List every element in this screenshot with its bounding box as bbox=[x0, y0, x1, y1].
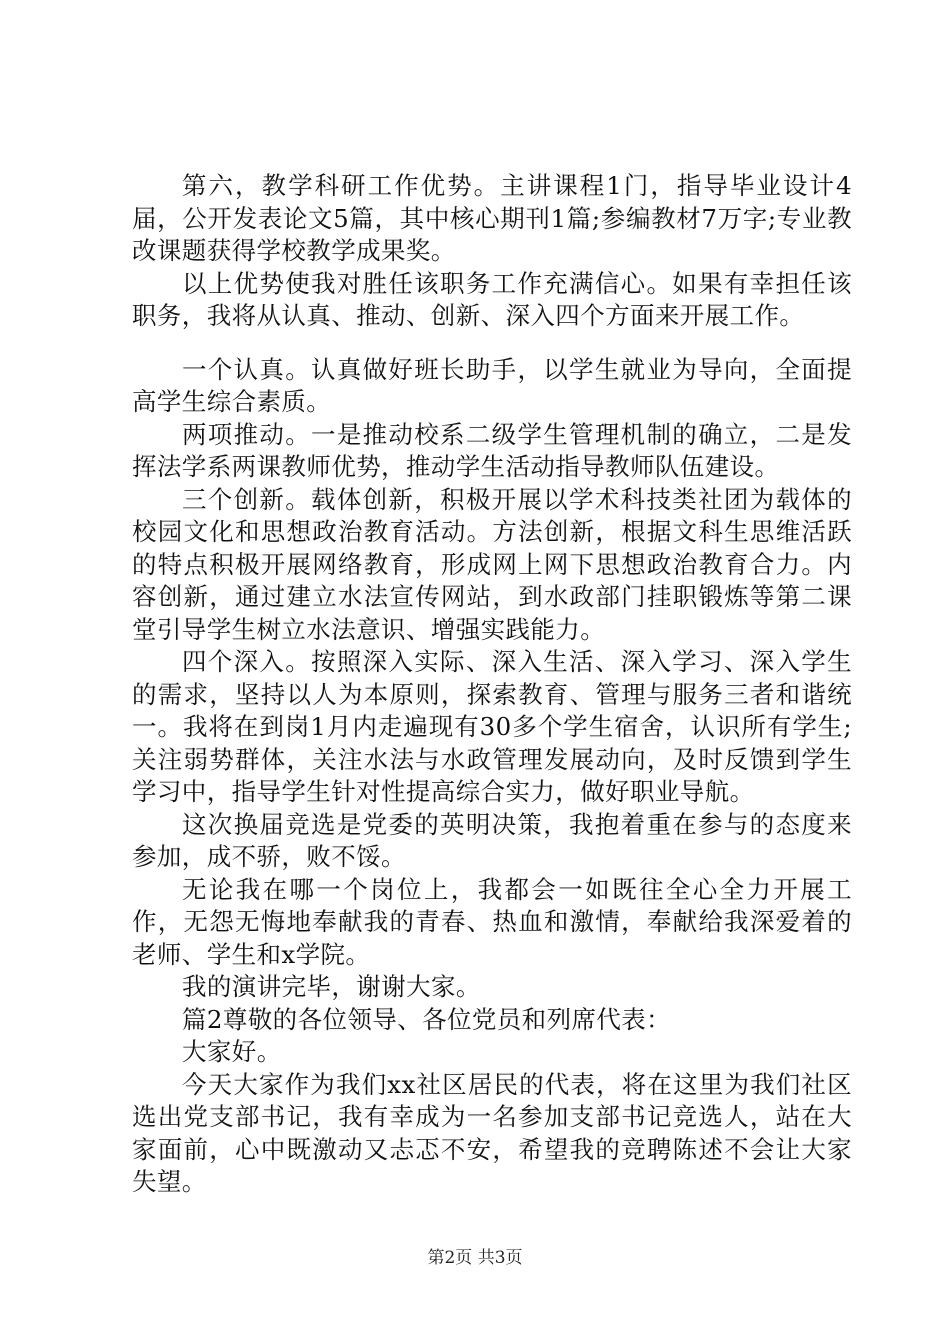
paragraph-dedication: 无论我在哪一个岗位上，我都会一如既往全心全力开展工作，无怨无悔地奉献我的青春、热血和激情，奉献给我深爱着的老师、学生和x学院。 bbox=[132, 874, 852, 969]
paragraph-election-attitude: 这次换届竞选是党委的英明决策，我抱着重在参与的态度来参加，成不骄，败不馁。 bbox=[132, 809, 852, 871]
paragraph-three-innovations: 三个创新。载体创新，积极开展以学术科技类社团为载体的校园文化和思想政治教育活动。方法创新，根据文科生思维活跃的特点积极开展网络教育，形成网上网下思想政治教育合力。内容创新，通过建立水法宣传网站，到水政部门挂职锻炼等第二课堂引导学生树立水法意识、增强实践能力。 bbox=[132, 484, 852, 644]
document-body bbox=[132, 170, 852, 1199]
paragraph-teaching-research: 第六，教学科研工作优势。主讲课程1门，指导毕业设计4届，公开发表论文5篇，其中核心期刊1篇;参编教材7万字;专业教改课题获得学校教学成果奖。 bbox=[132, 171, 852, 265]
paragraph-confidence: 以上优势使我对胜任该职务工作充满信心。如果有幸担任该职务，我将从认真、推动、创新、深入四个方面来开展工作。 bbox=[132, 268, 852, 330]
paragraph-spacer bbox=[132, 333, 852, 354]
paragraph-greeting: 大家好。 bbox=[182, 1037, 282, 1066]
page-footer: 第2页 共3页 bbox=[427, 1248, 523, 1268]
paragraph-four-deepenings: 四个深入。按照深入实际、深入生活、深入学习、深入学生的需求，坚持以人为本原则，探索教育、管理与服务三者和谐统一。我将在到岗1月内走遍现有30多个学生宿舍，认识所有学生;关注弱势群体，关注水法与水政管理发展动向，及时反馈到学生学习中，指导学生针对性提高综合实力，做好职业导航。 bbox=[132, 647, 852, 806]
paragraph-two-promotions: 两项推动。一是推动校系二级学生管理机制的确立，二是发挥法学系两课教师优势，推动学生活动指导教师队伍建设。 bbox=[132, 419, 852, 481]
paragraph-one-diligence: 一个认真。认真做好班长助手，以学生就业为导向，全面提高学生综合素质。 bbox=[132, 354, 852, 416]
paragraph-section-2-salutation: 篇2尊敬的各位领导、各位党员和列席代表： bbox=[182, 1004, 672, 1034]
paragraph-community-intro: 今天大家作为我们xx社区居民的代表，将在这里为我们社区选出党支部书记，我有幸成为一名参加支部书记竞选人，站在大家面前，心中既激动又忐忑不安，希望我的竞聘陈述不会让大家失望。 bbox=[132, 1069, 852, 1196]
paragraph-closing: 我的演讲完毕，谢谢大家。 bbox=[182, 972, 481, 1001]
